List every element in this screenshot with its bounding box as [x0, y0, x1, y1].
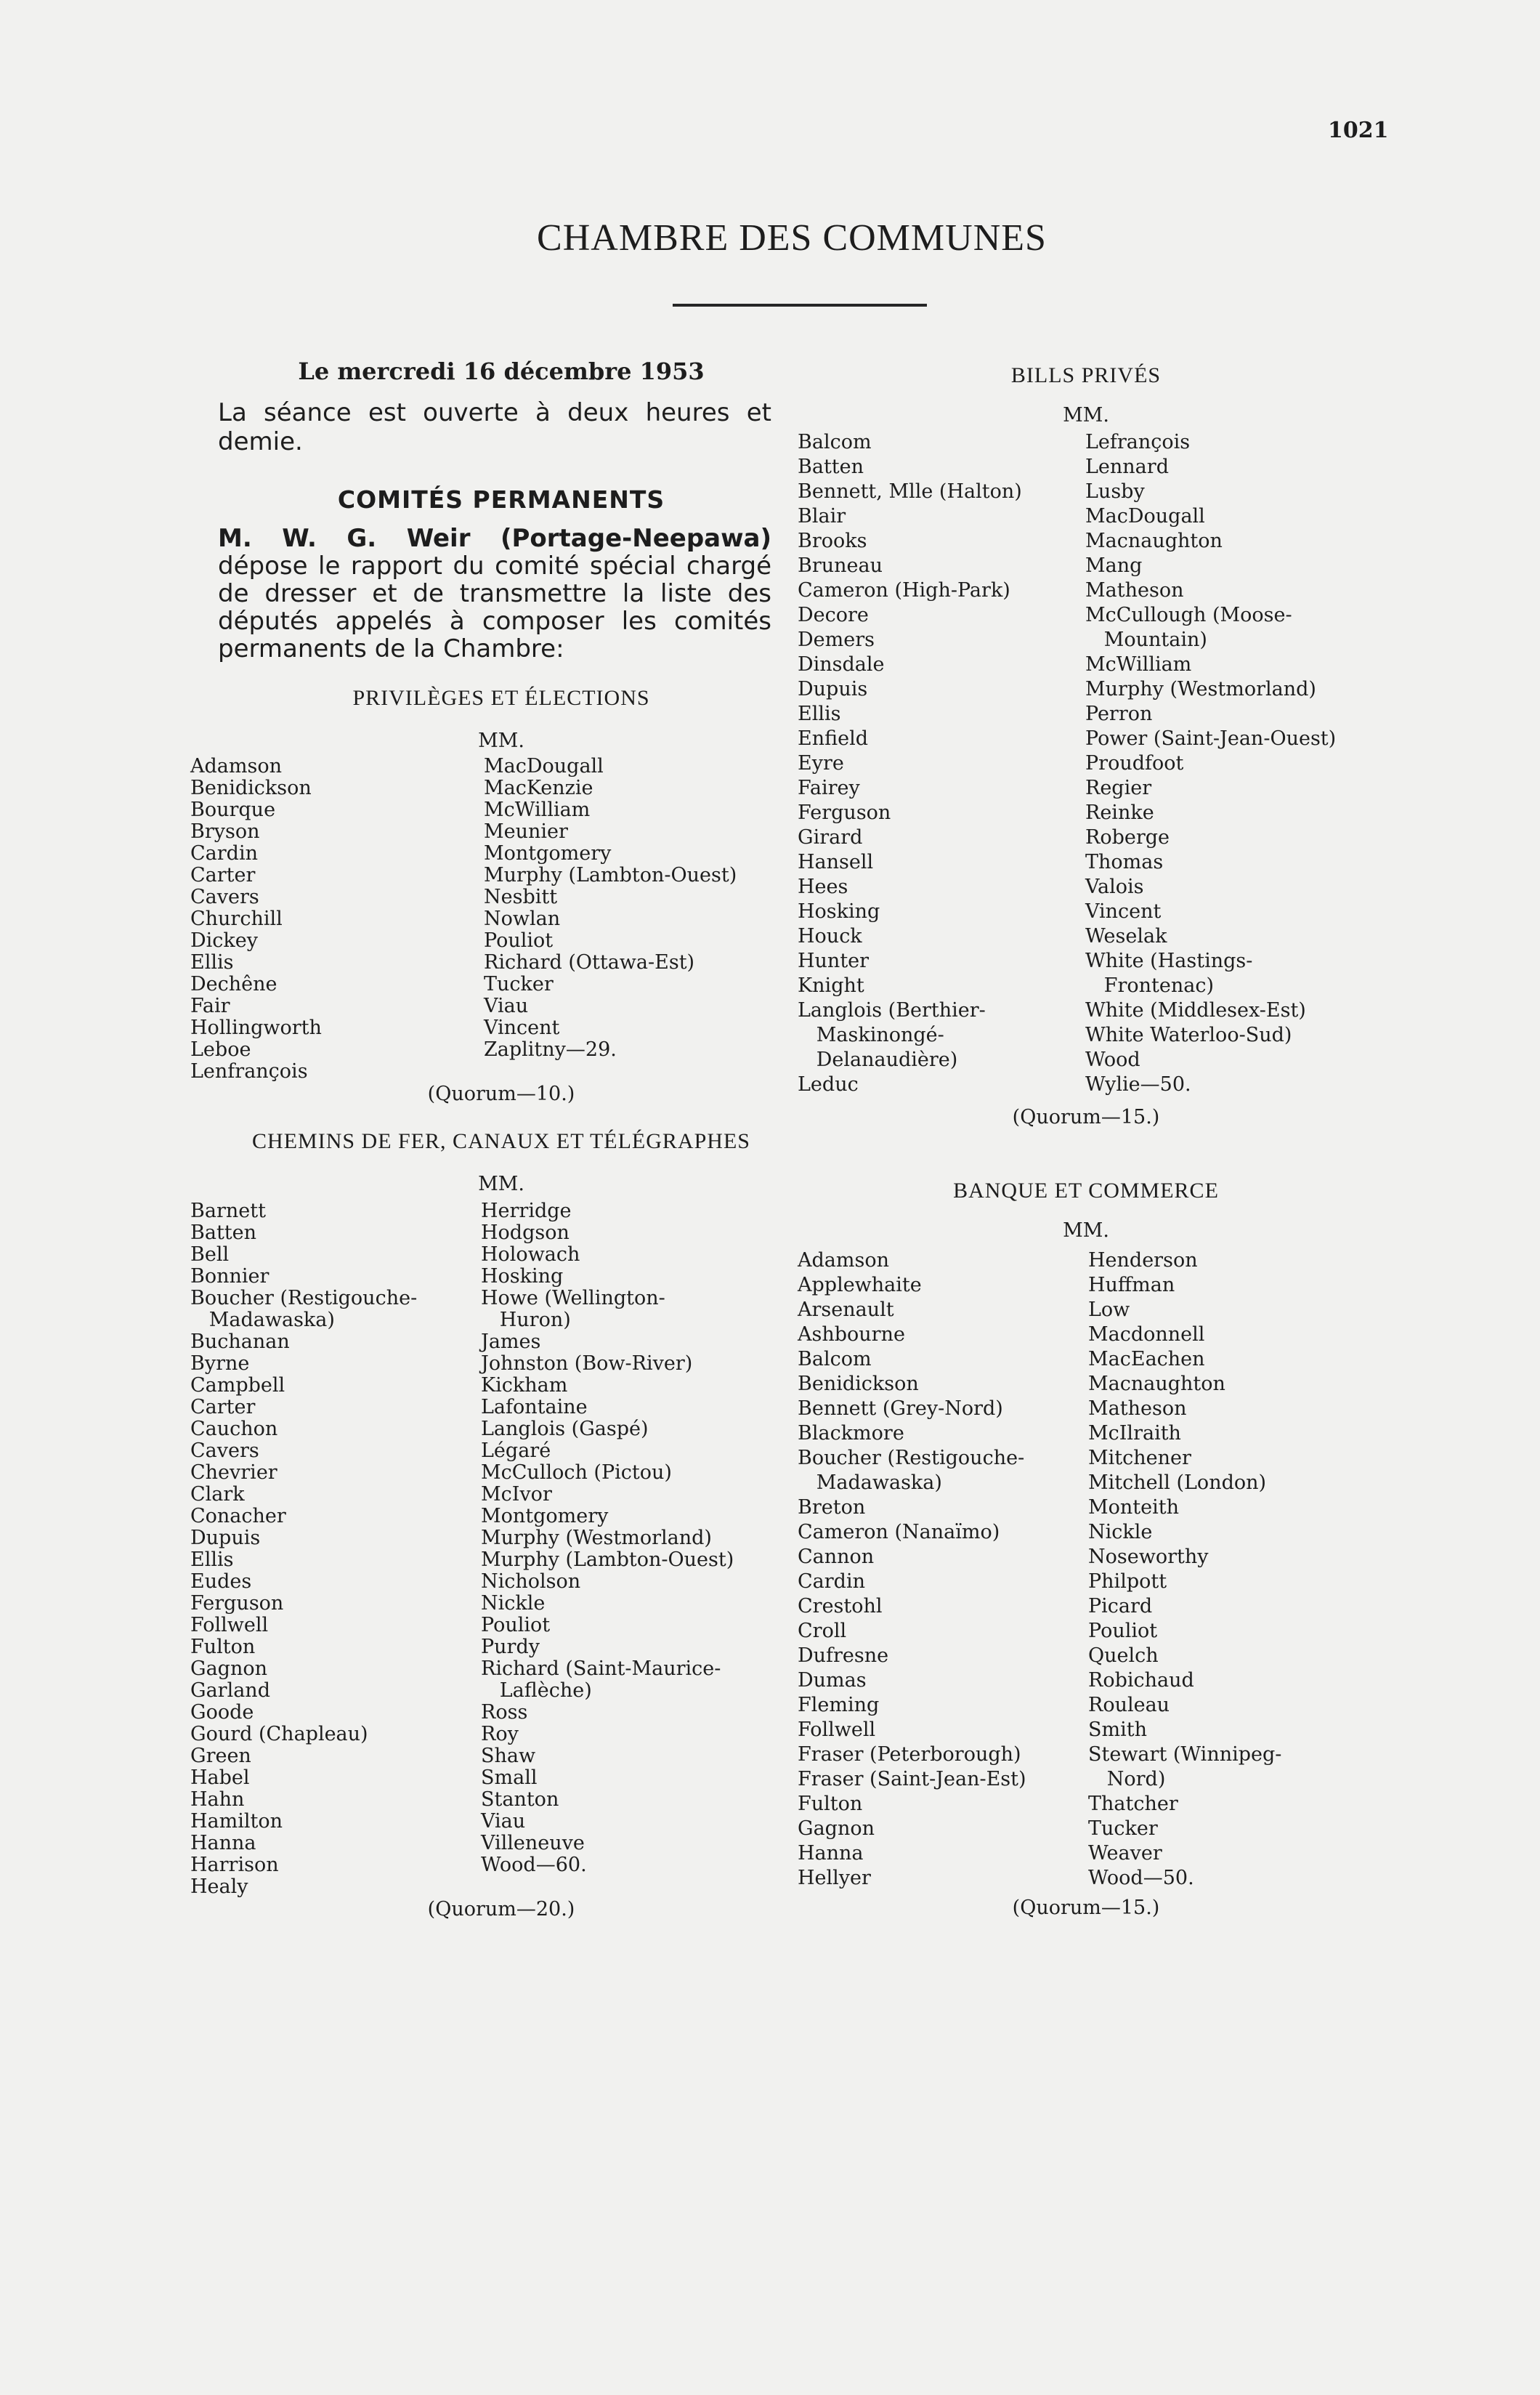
member-name: Matheson	[1088, 1397, 1187, 1420]
member-name: Blackmore	[798, 1422, 904, 1445]
member-name: Dumas	[798, 1669, 867, 1692]
member-name: McIlraith	[1088, 1422, 1181, 1445]
member-name: Nickle	[481, 1592, 546, 1615]
member-name: Campbell	[190, 1374, 285, 1397]
member-name: Zaplitny—29.	[484, 1038, 617, 1061]
member-name: Howe (Wellington-	[481, 1287, 665, 1309]
member-name: Richard (Saint-Maurice-	[481, 1657, 721, 1680]
member-name: Blair	[798, 505, 846, 528]
member-name: Garland	[190, 1679, 270, 1702]
member-name: Leduc	[798, 1073, 859, 1096]
member-name: Légaré	[481, 1439, 551, 1462]
member-name: Nord)	[1088, 1768, 1166, 1790]
member-name: Mountain)	[1085, 629, 1207, 651]
report-paragraph	[218, 525, 771, 663]
member-name: Dickey	[190, 929, 258, 952]
member-name: White (Hastings-	[1085, 950, 1253, 972]
member-name: Hodgson	[481, 1221, 570, 1244]
member-name: Hansell	[798, 851, 874, 873]
report-text: dépose le rapport du comité spécial chargé de dresser et de transmettre la liste des députés appelés à composer les comités permanents de la Chambre:	[218, 552, 771, 663]
member-name: Adamson	[798, 1249, 889, 1272]
member-name: Dechêne	[190, 973, 277, 995]
member-name: Gagnon	[798, 1817, 875, 1840]
member-name: Demers	[798, 629, 875, 651]
member-name: Hees	[798, 876, 848, 898]
member-name: Lennard	[1085, 456, 1169, 478]
member-name: Hosking	[481, 1265, 564, 1288]
member-name: Bourque	[190, 799, 276, 821]
member-name: Langlois (Berthier-	[798, 999, 986, 1022]
member-name: Viau	[481, 1810, 526, 1833]
member-name: Gourd (Chapleau)	[190, 1723, 368, 1745]
member-name: Monteith	[1088, 1496, 1179, 1519]
member-name: Meunier	[484, 820, 568, 843]
committee-title-chemins: CHEMINS DE FER, CANAUX ET TÉLÉGRAPHES	[252, 1129, 750, 1153]
member-name: Small	[481, 1766, 538, 1789]
committee-title-banque: BANQUE ET COMMERCE	[953, 1179, 1219, 1203]
member-name: Fulton	[190, 1636, 256, 1658]
member-name: Picard	[1088, 1595, 1153, 1617]
member-name: McCulloch (Pictou)	[481, 1461, 672, 1484]
member-name: Pouliot	[481, 1614, 551, 1636]
member-name: Arsenault	[798, 1299, 894, 1321]
member-name: Regier	[1085, 777, 1152, 799]
name-list-privileges-col2	[484, 756, 737, 1061]
member-name: Johnston (Bow-River)	[481, 1352, 693, 1375]
member-name: Cardin	[798, 1570, 865, 1593]
member-name: Reinke	[1085, 801, 1154, 824]
member-name: Healy	[190, 1875, 248, 1898]
member-name: Nesbitt	[484, 886, 558, 908]
member-name: Benidickson	[190, 777, 312, 799]
member-name: Rouleau	[1088, 1694, 1170, 1716]
report-lead: M. W. G. Weir (Portage-Neepawa)	[218, 524, 771, 553]
member-name: Montgomery	[484, 842, 612, 865]
member-name: Robichaud	[1088, 1669, 1194, 1692]
member-name: Madawaska)	[798, 1471, 942, 1494]
member-name: McIvor	[481, 1483, 552, 1506]
member-name: Stewart (Winnipeg-	[1088, 1743, 1282, 1766]
name-list-bills-col2	[1085, 430, 1336, 1097]
member-name: Knight	[798, 974, 864, 997]
member-name: Ashbourne	[798, 1323, 905, 1346]
member-name: Wylie—50.	[1085, 1073, 1191, 1096]
member-name: Habel	[190, 1766, 250, 1789]
member-name: Hahn	[190, 1788, 245, 1811]
member-name: Smith	[1088, 1718, 1147, 1741]
quorum-privileges: (Quorum—10.)	[427, 1083, 575, 1105]
member-name: Chevrier	[190, 1461, 277, 1484]
member-name: Villeneuve	[481, 1832, 585, 1854]
name-list-bills-col1	[798, 430, 1022, 1097]
member-name: Bruneau	[798, 554, 883, 577]
member-name: Macdonnell	[1088, 1323, 1205, 1346]
committee-mm-chemins: MM.	[478, 1173, 524, 1195]
member-name: White (Middlesex-Est)	[1085, 999, 1306, 1022]
member-name: Bennett (Grey-Nord)	[798, 1397, 1003, 1420]
member-name: Harrison	[190, 1854, 279, 1876]
member-name: Boucher (Restigouche-	[190, 1287, 418, 1309]
member-name: Batten	[798, 456, 864, 478]
member-name: Huffman	[1088, 1274, 1175, 1296]
member-name: Gagnon	[190, 1657, 267, 1680]
name-list-chemins-col1	[190, 1200, 417, 1898]
member-name: Ellis	[190, 1548, 234, 1571]
page-title: CHAMBRE DES COMMUNES	[537, 217, 1047, 259]
member-name: McCullough (Moose-	[1085, 604, 1292, 626]
member-name: Weselak	[1085, 925, 1167, 948]
member-name: Mitchener	[1088, 1447, 1191, 1469]
member-name: Vincent	[1085, 900, 1162, 923]
member-name: Hellyer	[798, 1867, 871, 1889]
member-name: Murphy (Lambton-Ouest)	[484, 864, 737, 886]
member-name: Follwell	[190, 1614, 269, 1636]
member-name: Herridge	[481, 1200, 572, 1222]
member-name: Nicholson	[481, 1570, 581, 1593]
member-name: Bennett, Mlle (Halton)	[798, 480, 1022, 503]
member-name: Shaw	[481, 1745, 536, 1767]
member-name: Churchill	[190, 908, 283, 930]
member-name: Macnaughton	[1085, 530, 1223, 552]
committee-mm-privileges: MM.	[478, 730, 524, 752]
member-name: Brooks	[798, 530, 867, 552]
member-name: Lafontaine	[481, 1396, 588, 1418]
member-name: Roy	[481, 1723, 519, 1745]
member-name: Cavers	[190, 886, 259, 908]
member-name: Cannon	[798, 1546, 875, 1568]
committee-mm-banque: MM.	[1063, 1219, 1109, 1242]
name-list-banque-col2	[1088, 1248, 1281, 1891]
member-name: Maskinongé-	[798, 1024, 944, 1046]
member-name: Hamilton	[190, 1810, 283, 1833]
member-name: Green	[190, 1745, 251, 1767]
member-name: Fairey	[798, 777, 860, 799]
member-name: Balcom	[798, 1348, 872, 1370]
quorum-banque: (Quorum—15.)	[1012, 1897, 1160, 1919]
member-name: Hanna	[798, 1842, 864, 1865]
member-name: Byrne	[190, 1352, 250, 1375]
member-name: Matheson	[1085, 579, 1184, 602]
intro-paragraph: La séance est ouverte à deux heures et demie.	[218, 398, 771, 456]
member-name: Madawaska)	[190, 1309, 335, 1331]
member-name: Kickham	[481, 1374, 568, 1397]
member-name: Valois	[1085, 876, 1144, 898]
member-name: Hosking	[798, 900, 880, 923]
member-name: Cameron (Nanaïmo)	[798, 1521, 1000, 1543]
member-name: Murphy (Westmorland)	[1085, 678, 1316, 700]
member-name: White Waterloo-Sud)	[1085, 1024, 1292, 1046]
member-name: Frontenac)	[1085, 974, 1215, 997]
member-name: Noseworthy	[1088, 1546, 1209, 1568]
member-name: Croll	[798, 1620, 847, 1642]
member-name: Thomas	[1085, 851, 1164, 873]
member-name: Benidickson	[798, 1373, 919, 1395]
member-name: MacDougall	[484, 755, 604, 778]
member-name: Hunter	[798, 950, 870, 972]
member-name: Murphy (Lambton-Ouest)	[481, 1548, 734, 1571]
member-name: Murphy (Westmorland)	[481, 1527, 712, 1549]
member-name: Carter	[190, 1396, 256, 1418]
committee-title-privileges: PRIVILÈGES ET ÉLECTIONS	[352, 686, 650, 710]
member-name: MacEachen	[1088, 1348, 1205, 1370]
member-name: Ferguson	[190, 1592, 284, 1615]
member-name: Buchanan	[190, 1330, 290, 1353]
committee-mm-bills: MM.	[1063, 404, 1109, 427]
member-name: Montgomery	[481, 1505, 609, 1527]
member-name: Tucker	[1088, 1817, 1158, 1840]
member-name: Hanna	[190, 1832, 256, 1854]
member-name: Goode	[190, 1701, 254, 1724]
member-name: Mang	[1085, 554, 1143, 577]
member-name: Roberge	[1085, 826, 1170, 849]
name-list-chemins-col2	[481, 1200, 734, 1876]
member-name: Decore	[798, 604, 869, 626]
member-name: Richard (Ottawa-Est)	[484, 951, 695, 974]
member-name: Holowach	[481, 1243, 580, 1266]
member-name: Clark	[190, 1483, 245, 1506]
member-name: Cameron (High-Park)	[798, 579, 1010, 602]
name-list-privileges-col1	[190, 756, 322, 1083]
member-name: Adamson	[190, 755, 282, 778]
member-name: Eyre	[798, 752, 844, 775]
member-name: Batten	[190, 1221, 257, 1244]
member-name: McWilliam	[1085, 653, 1192, 676]
member-name: Mitchell (London)	[1088, 1471, 1267, 1494]
quorum-chemins: (Quorum—20.)	[427, 1898, 575, 1921]
member-name: Power (Saint-Jean-Ouest)	[1085, 727, 1337, 750]
member-name: Balcom	[798, 431, 872, 453]
member-name: Huron)	[481, 1309, 571, 1331]
member-name: Bonnier	[190, 1265, 270, 1288]
member-name: Leboe	[190, 1038, 251, 1061]
member-name: Lenfrançois	[190, 1060, 308, 1083]
member-name: Dupuis	[798, 678, 868, 700]
member-name: Crestohl	[798, 1595, 883, 1617]
member-name: Vincent	[484, 1017, 560, 1039]
member-name: Eudes	[190, 1570, 252, 1593]
member-name: Langlois (Gaspé)	[481, 1418, 649, 1440]
member-name: Fraser (Saint-Jean-Est)	[798, 1768, 1026, 1790]
member-name: Barnett	[190, 1200, 266, 1222]
sitting-date: Le mercredi 16 décembre 1953	[298, 358, 705, 385]
member-name: Quelch	[1088, 1644, 1159, 1667]
member-name: MacKenzie	[484, 777, 593, 799]
member-name: Ellis	[190, 951, 234, 974]
member-name: Boucher (Restigouche-	[798, 1447, 1025, 1469]
member-name: Thatcher	[1088, 1793, 1178, 1815]
member-name: Cauchon	[190, 1418, 278, 1440]
member-name: Bell	[190, 1243, 230, 1266]
member-name: Dupuis	[190, 1527, 261, 1549]
member-name: Pouliot	[1088, 1620, 1158, 1642]
member-name: Viau	[484, 995, 529, 1017]
member-name: Wood—60.	[481, 1854, 587, 1876]
quorum-bills: (Quorum—15.)	[1012, 1106, 1160, 1128]
member-name: Nowlan	[484, 908, 561, 930]
member-name: Purdy	[481, 1636, 540, 1658]
member-name: Bryson	[190, 820, 260, 843]
member-name: MacDougall	[1085, 505, 1205, 528]
member-name: Applewhaite	[798, 1274, 922, 1296]
member-name: Conacher	[190, 1505, 286, 1527]
name-list-banque-col1	[798, 1248, 1026, 1891]
member-name: Breton	[798, 1496, 866, 1519]
member-name: Cardin	[190, 842, 258, 865]
member-name: Girard	[798, 826, 863, 849]
member-name: Henderson	[1088, 1249, 1198, 1272]
member-name: Macnaughton	[1088, 1373, 1225, 1395]
section-heading: COMITÉS PERMANENTS	[337, 485, 665, 514]
member-name: Tucker	[484, 973, 554, 995]
member-name: Ferguson	[798, 801, 891, 824]
member-name: Follwell	[798, 1718, 876, 1741]
member-name: Pouliot	[484, 929, 554, 952]
member-name: Ross	[481, 1701, 528, 1724]
member-name: Weaver	[1088, 1842, 1162, 1865]
member-name: James	[481, 1330, 541, 1353]
member-name: Delanaudière)	[798, 1049, 958, 1071]
member-name: Stanton	[481, 1788, 559, 1811]
member-name: Ellis	[798, 703, 841, 725]
member-name: Nickle	[1088, 1521, 1153, 1543]
member-name: Proudfoot	[1085, 752, 1184, 775]
member-name: Houck	[798, 925, 862, 948]
member-name: Fair	[190, 995, 230, 1017]
member-name: Hollingworth	[190, 1017, 322, 1039]
member-name: Dinsdale	[798, 653, 885, 676]
title-rule	[673, 304, 927, 307]
page-number: 1021	[1328, 118, 1389, 143]
member-name: Enfield	[798, 727, 869, 750]
member-name: Fraser (Peterborough)	[798, 1743, 1021, 1766]
member-name: Laflèche)	[481, 1679, 592, 1702]
committee-title-bills: BILLS PRIVÉS	[1010, 363, 1162, 387]
member-name: Cavers	[190, 1439, 259, 1462]
member-name: Low	[1088, 1299, 1130, 1321]
member-name: McWilliam	[484, 799, 591, 821]
member-name: Fleming	[798, 1694, 880, 1716]
member-name: Carter	[190, 864, 256, 886]
member-name: Philpott	[1088, 1570, 1167, 1593]
member-name: Lusby	[1085, 480, 1145, 503]
member-name: Lefrançois	[1085, 431, 1191, 453]
member-name: Wood—50.	[1088, 1867, 1194, 1889]
member-name: Wood	[1085, 1049, 1140, 1071]
member-name: Dufresne	[798, 1644, 889, 1667]
member-name: Fulton	[798, 1793, 863, 1815]
member-name: Perron	[1085, 703, 1153, 725]
